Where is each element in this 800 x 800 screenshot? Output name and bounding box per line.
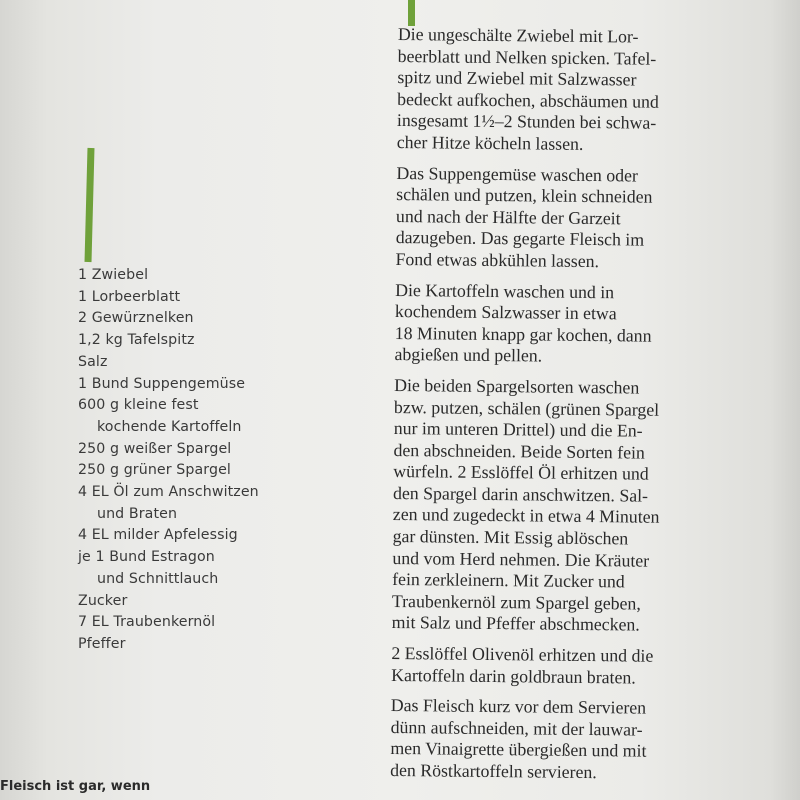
ingredient-item: 2 Gewürznelken bbox=[78, 310, 194, 327]
method-line: beerblatt und Nelken spicken. Tafel- bbox=[397, 45, 657, 69]
ingredient-list bbox=[78, 265, 338, 656]
method-paragraph bbox=[397, 24, 768, 157]
method-line: den abschneiden. Beide Sorten fein bbox=[393, 439, 645, 463]
method-paragraph bbox=[390, 695, 761, 785]
ingredient-item: je 1 Bund Estragon bbox=[78, 549, 215, 566]
method-line: den Röstkartoffeln servieren. bbox=[390, 759, 597, 783]
ingredient-item: 1,2 kg Tafelspitz bbox=[78, 332, 195, 349]
method-line: Die Kartoffeln waschen und in bbox=[395, 279, 615, 302]
ingredient-item: 250 g weißer Spargel bbox=[78, 440, 232, 457]
ingredient-item: 1 Lorbeerblatt bbox=[78, 288, 181, 305]
ingredient-item: 7 EL Traubenkernöl bbox=[78, 614, 216, 631]
method-line: und vom Herd nehmen. Die Kräuter bbox=[392, 547, 650, 571]
method-line: 18 Minuten knapp gar kochen, dann bbox=[394, 322, 652, 346]
method-line: schälen und putzen, klein schneiden bbox=[396, 184, 653, 207]
method-line: Fond etwas abkühlen lassen. bbox=[395, 248, 600, 272]
ingredient-item: 4 EL milder Apfelessig bbox=[78, 527, 238, 544]
method-line: Die ungeschälte Zwiebel mit Lor- bbox=[397, 24, 639, 47]
method-line: zen und zugedeckt in etwa 4 Minuten bbox=[392, 504, 660, 528]
method-line: bedeckt aufkochen, abschäumen und bbox=[397, 88, 659, 112]
method-line: abgießen und pellen. bbox=[394, 344, 543, 366]
footer-text: Fleisch ist gar, wenn bbox=[0, 779, 151, 794]
method-line: gar dünsten. Mit Essig ablöschen bbox=[392, 526, 629, 549]
method-line: Die beiden Spargelsorten waschen bbox=[394, 374, 640, 398]
method-line: würfeln. 2 Esslöffel Öl erhitzen und bbox=[393, 461, 649, 484]
method-line: dünn aufschneiden, mit der lauwar- bbox=[390, 716, 643, 740]
method-line: Das Suppengemüse waschen oder bbox=[396, 162, 639, 186]
method-line: Kartoffeln darin goldbraun braten. bbox=[391, 664, 636, 688]
method-line: spitz und Zwiebel mit Salzwasser bbox=[397, 67, 637, 90]
ingredient-item-continued: und Schnittlauch bbox=[97, 570, 219, 587]
ingredient-item-continued: kochende Kartoffeln bbox=[97, 418, 242, 435]
ingredient-item: 1 Bund Suppengemüse bbox=[78, 375, 246, 392]
green-accent-bar bbox=[85, 148, 95, 262]
ingredient-item-continued: und Braten bbox=[97, 505, 178, 522]
ingredient-item: 600 g kleine fest bbox=[78, 397, 199, 414]
ingredient-item: 4 EL Öl zum Anschwitzen bbox=[78, 484, 259, 501]
method-line: und nach der Hälfte der Garzeit bbox=[395, 205, 621, 229]
ingredient-item: 250 g grüner Spargel bbox=[78, 462, 231, 479]
method-paragraph bbox=[391, 643, 761, 690]
method-line: insgesamt 1½–2 Stunden bei schwa- bbox=[396, 110, 657, 134]
method-line: kochendem Salzwasser in etwa bbox=[394, 301, 617, 324]
method-paragraph bbox=[392, 375, 765, 638]
method-line: fein zerkleinern. Mit Zucker und bbox=[392, 569, 625, 592]
method-line: cher Hitze köcheln lassen. bbox=[396, 131, 584, 154]
method-text bbox=[390, 24, 768, 794]
ingredient-item: Zucker bbox=[78, 592, 128, 609]
method-line: den Spargel darin anschwitzen. Sal- bbox=[392, 482, 649, 506]
method-line: dazugeben. Das gegarte Fleisch im bbox=[395, 227, 645, 250]
ingredient-item: Pfeffer bbox=[78, 635, 126, 652]
page-edge-shadow bbox=[770, 0, 800, 800]
method-line: Traubenkernöl zum Spargel geben, bbox=[391, 590, 641, 614]
method-line: men Vinaigrette übergießen und mit bbox=[390, 738, 647, 762]
ingredient-item: Salz bbox=[78, 353, 108, 370]
method-line: 2 Esslöffel Olivenöl erhitzen und die bbox=[391, 642, 654, 666]
green-accent-bar-top bbox=[408, 0, 415, 26]
method-line: mit Salz und Pfeffer abschmecken. bbox=[391, 612, 640, 636]
method-line: Das Fleisch kurz vor dem Servieren bbox=[390, 695, 647, 718]
method-line: nur im unteren Drittel) und die En- bbox=[393, 418, 643, 441]
method-line: bzw. putzen, schälen (grünen Spargel bbox=[393, 396, 660, 420]
method-paragraph bbox=[395, 163, 766, 275]
method-paragraph bbox=[394, 280, 765, 370]
ingredient-item: 1 Zwiebel bbox=[78, 267, 149, 283]
